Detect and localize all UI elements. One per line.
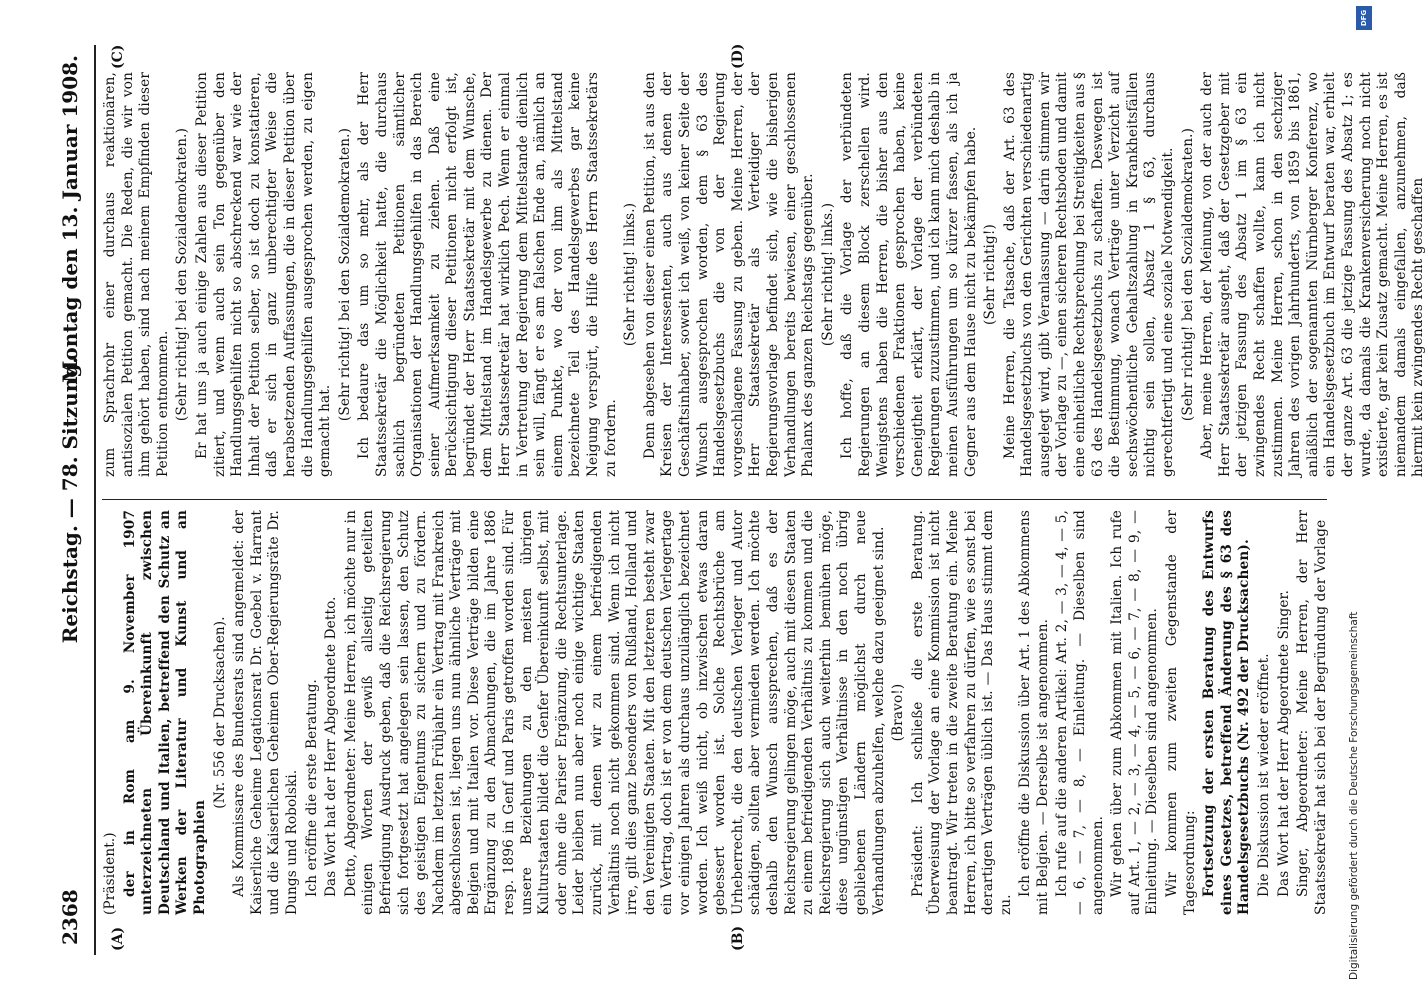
dfg-logo (1356, 6, 1372, 30)
speech-singer: Singer, Abgeordneter: Meine Herren, der Herr Staatssekretär hat sich bei der Begründung der Vorlage (1295, 510, 1329, 915)
interjection: (Sehr richtig!) (982, 224, 999, 325)
paragraph: Denn abgesehen von dieser einen Petition, ist aus den Kreisen der Interessenten, auch aus denen der Geschäftsinhaber, soweit ich weiß, von keiner Seite der Wunsch ausgesprochen worden, dem § 63 des Handelsgesetzbuchs die von der Regierung vorgeschlagene Fassung zu geben. Meine Herren, der Herr Staatssekretär als Verteidiger der Regierungsvorlage befindet sich, wie die bisherigen Verhandlungen bereits bewiesen, einer geschlossenen Phalanx des ganzen Reichstags gegenüber. (641, 72, 817, 477)
column-divider (102, 499, 1327, 500)
agenda-item-title: Fortsetzung der ersten Beratung des Entwurfs eines Gesetzes, betreffend Änderung des § 63 des Handelsgesetzbuchs (Nr. 492 der Drucksachen). (1201, 510, 1253, 915)
paragraph: Die Diskussion ist wieder eröffnet. (1256, 653, 1272, 897)
paragraph: Wir kommen zum zweiten Gegenstande der Tagesordnung: (1164, 510, 1198, 915)
margin-marker-b: (B) (730, 925, 746, 951)
margin-marker-c: (C) (110, 44, 126, 69)
paragraph: Meine Herren, die Tatsache, daß der Art. 63 des Handelsgesetzbuchs von den Gerichten verschiedenartig ausgelegt wird, gibt Veranlassung — darin stimmen wir der Vorlage zu —, einen sicheren Rechtsboden und damit eine einheitliche Rechtsprechung bei Streitigkeiten aus § 63 des Handelsgesetzbuchs zu schaffen. Deswegen ist die Bestimmung, wonach Verträge unter Verzicht auf sechswöchentliche Gehaltszahlung in Krankheitsfällen nichtig sein sollen, Absatz 1 § 63, durchaus gerechtfertigt und eine soziale Notwendigkeit. (1001, 72, 1177, 477)
interjection: (Sehr richtig! links.) (819, 202, 836, 347)
speech-president: Präsident: Ich schließe die erste Beratung. Überweisung der Vorlage an eine Kommission ist nicht beantragt. Wir treten in die zweite Beratung ein. Meine Herren, ich bitte so verfahren zu dürfen, wie es sonst bei derartigen Verträgen üblich ist. — Das Haus stimmt dem zu. (909, 510, 1014, 915)
interjection: (Sehr richtig! bei den Sozialdemokraten.) (1179, 127, 1196, 422)
paragraph: Das Wort hat der Herr Abgeordnete Detto. (323, 596, 340, 897)
margin-marker-d: (D) (730, 43, 746, 69)
digitization-credit: Digitalisierung gefördert durch die Deutsche Forschungsgemeinschaft (1348, 611, 1360, 980)
margin-marker-a: (A) (110, 926, 126, 951)
header-date: Montag den 13. Januar 1908. (58, 55, 82, 383)
paragraph: Ich rufe auf die anderen Artikel: Art. 2, — 3, — 4, — 5, — 6, — 7, — 8, — Einleitung. — Dieselben sind angenommen. (1054, 510, 1106, 915)
dfg-logo-text: DFG (1360, 9, 1368, 27)
paragraph: Er hat uns ja auch einige Zahlen aus dieser Petition zitiert, und wenn auch sein Ton gegenüber den Handlungsgehilfen nicht so abschreckend war wie der Inhalt der Petition selber, so ist doch zu konstatieren, daß er sich in ganz unberechtigter Weise die herabsetzenden Auffassungen, die in dieser Petition über die Handlungsgehilfen ausgesprochen werden, zu eigen gemacht hat. (193, 72, 334, 477)
paragraph: Wir gehen über zum Abkommen mit Italien. Ich rufe auf Art. 1, — 2, — 3, — 4, — 5, — 6, — 7, — 8, — 9, — Einleitung. — Dieselben sind angenommen. (1109, 510, 1161, 915)
paragraph: Ich eröffne die Diskussion über Art. 1 des Abkommens mit Belgien. — Derselbe ist angenommen. (1017, 510, 1051, 915)
paragraph: Aber, meine Herren, der Meinung, von der auch der Herr Staatssekretär ausgeht, daß der Gesetzgeber mit der jetzigen Fassung des Absatz 1 im § 63 ein zwingendes Recht schaffen wollte, kann ich nicht zustimmen. Meine Herren, schon in den sechziger Jahren des vorigen Jahrhunderts, von 1859 bis 1861, anläßlich der sogenannten Nürnberger Konferenz, wo ein Handelsgesetzbuch im Entwurf beraten war, erhielt der ganze Art. 63 die jetzige Fassung des Absatz 1; es wurde, da damals die Krankenversicherung noch nicht existierte, gar kein Zusatz gemacht. Meine Herren, es ist niemandem damals eingefallen, anzunehmen, daß hiermit kein zwingendes Recht geschaffen (1199, 72, 1427, 477)
side-credit-strip (1346, 0, 1382, 1000)
speech-detto: Detto, Abgeordneter: Meine Herren, ich möchte nur in einigen Worten der gewiß allseitig geteilten Befriedigung Ausdruck geben, daß die Reichsregierung sich fortgesetzt hat angelegen sein lassen, den Schutz des geistigen Eigentums zu sichern und zu fördern. Nachdem im letzten Frühjahr ein Vertrag mit Frankreich abgeschlossen ist, liegen uns nun ähnliche Verträge mit Belgien und mit Italien vor. Diese Verträge bilden eine Ergänzung zu den Abmachungen, die im Jahre 1886 resp. 1896 in Genf und Paris getroffen worden sind. Für unsere Beziehungen zu den meisten übrigen Kulturstaaten bildet die Genfer Übereinkunft selbst, mit oder ohne die Pariser Ergänzung, die Rechtsunterlage. Leider bleiben nun aber noch einige wichtige Staaten zurück, mit denen wir zu einem befriedigenden Verhältnis noch nicht gekommen sind. Wenn ich nicht irre, gilt dies ganz besonders von Rußland, Holland und den Vereinigten Staaten. Mit den letzteren besteht zwar ein Vertrag, doch ist er von dem deutschen Verlegertage vor einigen Jahren als durchaus unzulänglich bezeichnet worden. Ich weiß nicht, ob inzwischen etwas daran gebessert worden ist. Solche Rechtsbrüche am Urheberrecht, die den deutschen Verleger und Autor schädigen, sollten aber vermieden werden. Ich möchte deshalb den Wunsch aussprechen, daß es der Reichsregierung gelingen möge, auch mit diesen Staaten zu einem befriedigenden Verhältnis zu kommen und die Reichsregierung sich auch weiterhin bemühen möge, diese ungünstigen Verhältnisse in den noch übrig gebliebenen Ländern möglichst durch neue Verhandlungen abzuhelfen, welche dazu geeignet sind. (342, 510, 887, 915)
interjection: (Sehr richtig! links.) (622, 202, 639, 347)
paragraph: Ich bedaure das um so mehr, als der Herr Staatssekretär die Möglichkeit hatte, die durchaus sachlich begründeten Petitionen sämtlicher Organisationen der Handlungsgehilfen in das Bereich seiner Aufmerksamkeit zu ziehen. Daß eine Berücksichtigung dieser Petitionen nicht erfolgt ist, begründet der Herr Staatssekretär mit dem Wunsche, dem Mittelstand im Handelsgewerbe zu dienen. Der Herr Staatssekretär hat wirklich Pech. Wenn er einmal in Vertretung der Regierung dem Mittelstande dienlich sein will, fängt er es am falschen Ende an, nämlich an einem Punkte, wo der von ihm als Mittelstand bezeichnete Teil des Handelsgewerbes gar keine Neigung verspürt, die Hilfe des Herrn Staatssekretärs zu fordern. (356, 72, 619, 477)
right-column (102, 72, 1427, 477)
left-column (102, 510, 1327, 915)
paragraph: Als Kommissare des Bundesrats sind angemeldet: der Kaiserliche Geheime Legationsrat Dr. Goebel v. Harrant und die Kaiserlichen Geheimen Ober-Regierungsräte Dr. Dungs und Robolski. (231, 510, 300, 915)
paragraph: Ich eröffne die erste Beratung. (303, 678, 320, 897)
agenda-item-reference: (Nr. 556 der Drucksachen). (211, 616, 228, 809)
paragraph: zum Sprachrohr einer durchaus reaktionären, antisozialen Petition gemacht. Die Reden, die wir von ihm gehört haben, sind nach meinem Empfinden dieser Petition entnommen. (102, 72, 171, 477)
paragraph: Das Wort hat der Herr Abgeordnete Singer. (1275, 589, 1292, 897)
paragraph: Ich hoffe, daß die Vorlage der verbündeten Regierungen an diesem Block zerschellen wird. Wenigstens haben die Herren, die bisher aus den verschiedenen Fraktionen gesprochen haben, keine Geneigtheit erklärt, der Vorlage der verbündeten Regierungen zuzustimmen, und ich kann mich deshalb in meinen Ausführungen um so kürzer fassen, als ich ja Gegner aus dem Hause nicht zu bekämpfen habe. (839, 72, 979, 477)
agenda-item-title: der in Rom am 9. November 1907 unterzeichneten Übereinkunft zwischen Deutschland und Italien, betreffend den Schutz an Werken der Literatur und Kunst und an Photographien (121, 510, 208, 915)
interjection: (Sehr richtig! bei den Sozialdemokraten.) (174, 127, 191, 422)
speaker-continuation: (Präsident.) (102, 832, 118, 915)
interjection: (Bravo!) (890, 683, 907, 742)
interjection: (Sehr richtig! bei den Sozialdemokraten.) (336, 127, 353, 422)
page-number: 2368 (58, 889, 82, 945)
header-rule (94, 45, 96, 955)
header-title: Reichstag. — 78. Sitzung. (58, 356, 82, 644)
running-header (50, 45, 90, 955)
